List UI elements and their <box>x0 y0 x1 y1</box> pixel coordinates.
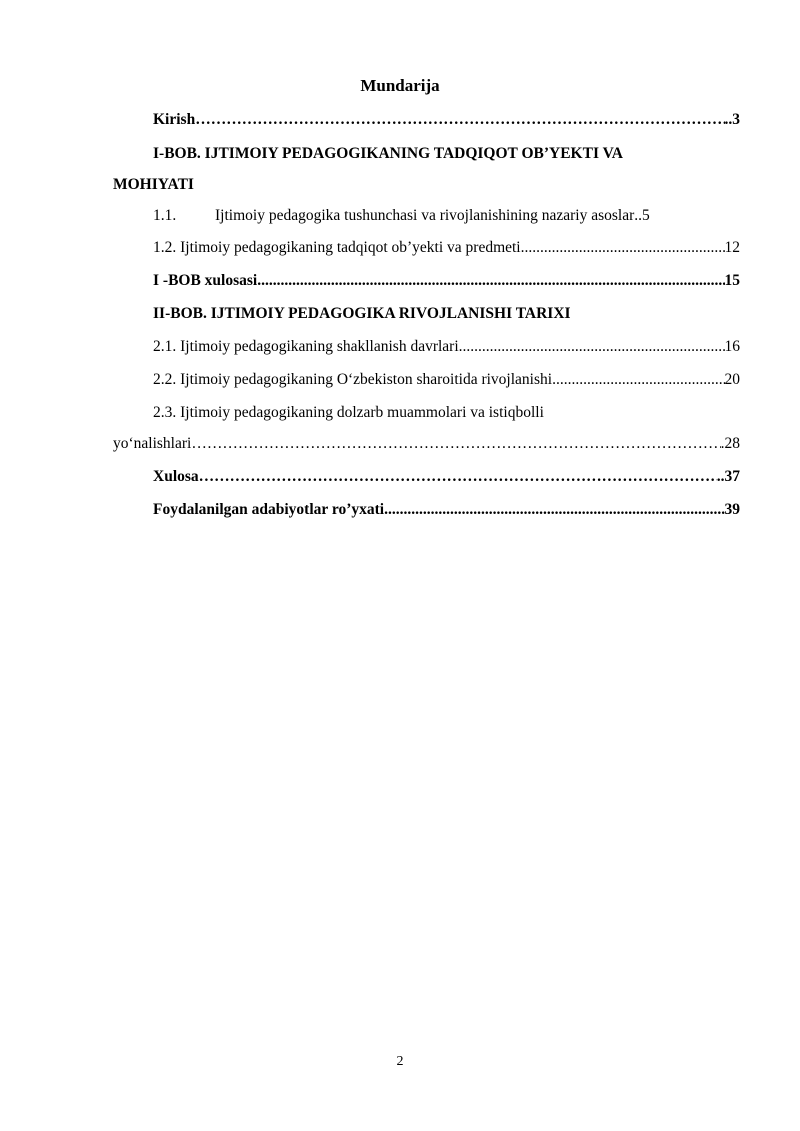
toc-entry-number: 1.1. <box>153 207 177 224</box>
toc-entry-title: 2.1. Ijtimoiy pedagogikaning shakllanish davrlari <box>153 338 459 355</box>
toc-entry-page: 15 <box>724 272 740 289</box>
toc-entry-1-1[interactable] <box>153 206 740 226</box>
toc-chapter-1-line2[interactable]: MOHIYATI <box>113 176 194 193</box>
toc-entry-title: I -BOB xulosasi <box>153 272 258 289</box>
toc-entry-page: 20 <box>724 371 740 388</box>
toc-dot-leader <box>521 238 725 258</box>
toc-entry-2-1[interactable] <box>153 337 740 357</box>
toc-entry-page: 12 <box>724 239 740 256</box>
toc-dot-leader <box>257 271 724 291</box>
toc-entry-page: .28 <box>720 435 740 452</box>
toc-dot-leader <box>552 370 724 390</box>
toc-entry-conclusion[interactable] <box>153 467 740 487</box>
toc-chapter-2[interactable]: II-BOB. IJTIMOIY PEDAGOGIKA RIVOJLANISHI TARIXI <box>153 305 571 322</box>
toc-entry-page: ..37 <box>716 468 740 485</box>
toc-entry-page: ..5 <box>634 207 650 224</box>
toc-chapter-1-line1[interactable]: I-BOB. IJTIMOIY PEDAGOGIKANING TADQIQOT OB’YEKTI VA <box>153 145 623 162</box>
toc-dot-leader <box>384 500 724 520</box>
toc-entry-references[interactable] <box>153 500 740 520</box>
toc-entry-page: ..3 <box>724 111 740 128</box>
toc-entry-title: Kirish <box>153 111 196 128</box>
toc-dot-leader <box>195 110 724 130</box>
toc-dot-leader <box>199 467 717 487</box>
toc-entry-title: 1.2. Ijtimoiy pedagogikaning tadqiqot ob’yekti va predmeti <box>153 239 521 256</box>
toc-entry-title: Foydalanilgan adabiyotlar ro’yxati <box>153 501 385 518</box>
toc-dot-leader <box>191 434 720 454</box>
toc-entry-2-3-line1[interactable]: 2.3. Ijtimoiy pedagogikaning dolzarb muammolari va istiqbolli <box>153 404 544 421</box>
toc-entry-page: 39 <box>724 501 740 518</box>
toc-entry-title: 2.2. Ijtimoiy pedagogikaning O‘zbekiston sharoitida rivojlanishi <box>153 371 553 388</box>
toc-entry-2-2[interactable] <box>153 370 740 390</box>
toc-entry-title: Ijtimoiy pedagogika tushunchasi va rivojlanishining nazariy asoslar <box>215 207 635 224</box>
toc-entry-kirish[interactable] <box>153 110 740 130</box>
toc-entry-title: yo‘nalishlari <box>113 435 192 452</box>
page-number: 2 <box>396 1054 404 1069</box>
toc-entry-chapter-1-summary[interactable] <box>153 271 740 291</box>
toc-entry-2-3-line2[interactable] <box>113 434 740 454</box>
toc-dot-leader <box>459 337 725 357</box>
toc-entry-page: 16 <box>724 338 740 355</box>
page-title: Mundarija <box>360 76 440 95</box>
toc-entry-title: Xulosa <box>153 468 199 485</box>
toc-entry-1-2[interactable] <box>153 238 740 258</box>
